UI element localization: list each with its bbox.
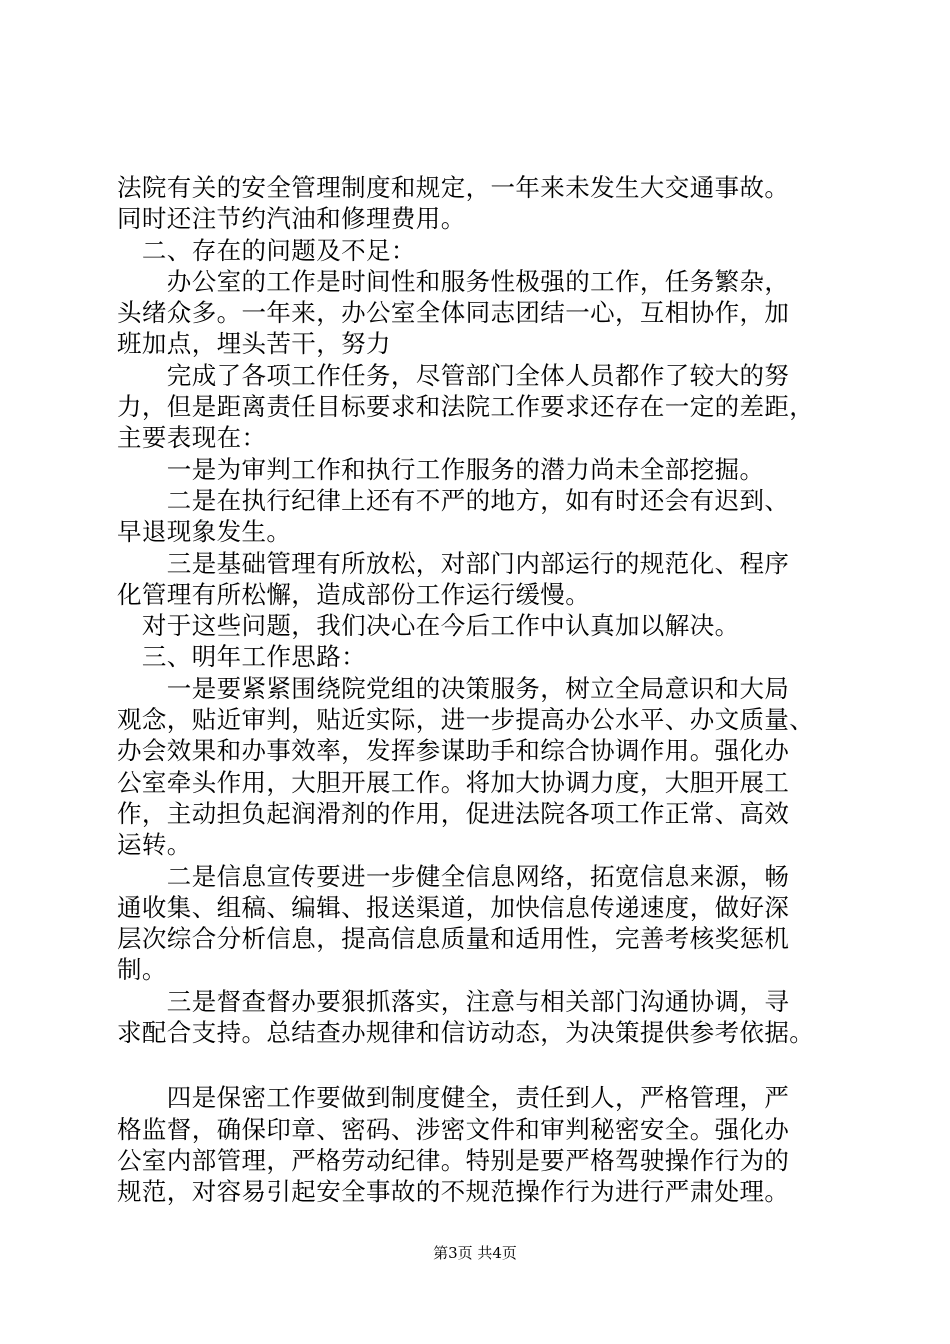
text-line: 班加点，埋头苦干，努力 [117, 329, 391, 359]
text-line: 三是督查督办要狠抓落实，注意与相关部门沟通协调，寻 [117, 986, 790, 1016]
text-line: 二是在执行纪律上还有不严的地方，如有时还会有迟到、 [117, 485, 790, 515]
text-line: 力，但是距离责任目标要求和法院工作要求还存在一定的差距， [117, 392, 815, 422]
text-line: 制。 [117, 955, 167, 985]
text-line: 层次综合分析信息，提高信息质量和适用性，完善考核奖惩机 [117, 924, 790, 954]
text-line: 一是要紧紧围绕院党组的决策服务，树立全局意识和大局 [117, 673, 790, 703]
text-line: 作，主动担负起润滑剂的作用，促进法院各项工作正常、高效 [117, 798, 790, 828]
text-line: 求配合支持。总结查办规律和信访动态，为决策提供参考依据。 [117, 1018, 815, 1048]
text-line: 化管理有所松懈，造成部份工作运行缓慢。 [117, 579, 591, 609]
text-line: 主要表现在： [117, 423, 267, 453]
text-line: 规范，对容易引起安全事故的不规范操作行为进行严肃处理。 [117, 1177, 790, 1207]
text-line: 早退现象发生。 [117, 517, 292, 547]
text-line: 运转。 [117, 830, 192, 860]
paragraph-gap [117, 1048, 842, 1082]
text-line: 观念，贴近审判，贴近实际，进一步提高办公水平、办文质量、 [117, 705, 815, 735]
text-line: 公室内部管理，严格劳动纪律。特别是要严格驾驶操作行为的 [117, 1145, 790, 1175]
page-footer [0, 1243, 950, 1263]
text-line: 一是为审判工作和执行工作服务的潜力尚未全部挖掘。 [117, 454, 765, 484]
text-line: 公室牵头作用，大胆开展工作。将加大协调力度，大胆开展工 [117, 767, 790, 797]
text-line: 四是保密工作要做到制度健全，责任到人，严格管理，严 [117, 1083, 790, 1113]
text-line: 头绪众多。一年来，办公室全体同志团结一心，互相协作，加 [117, 298, 790, 328]
text-line: 完成了各项工作任务，尽管部门全体人员都作了较大的努 [117, 360, 790, 390]
text-line: 同时还注节约汽油和修理费用。 [117, 204, 466, 234]
text-line: 法院有关的安全管理制度和规定，一年来未发生大交通事故。 [117, 173, 790, 202]
section-heading: 三、明年工作思路： [117, 642, 366, 672]
text-line: 通收集、组稿、编辑、报送渠道，加快信息传递速度，做好深 [117, 892, 790, 922]
section-heading: 二、存在的问题及不足： [117, 235, 416, 265]
text-line: 办会效果和办事效率，发挥参谋助手和综合协调作用。强化办 [117, 736, 790, 766]
text-line: 三是基础管理有所放松，对部门内部运行的规范化、程序 [117, 548, 790, 578]
text-line: 二是信息宣传要进一步健全信息网络，拓宽信息来源，畅 [117, 861, 790, 891]
text-line: 格监督，确保印章、密码、涉密文件和审判秘密安全。强化办 [117, 1114, 790, 1144]
document-body [117, 172, 842, 1208]
text-line: 办公室的工作是时间性和服务性极强的工作，任务繁杂， [117, 266, 790, 296]
text-line: 对于这些问题，我们决心在今后工作中认真加以解决。 [117, 611, 740, 641]
page-number-label: 第3页 共4页 [433, 1244, 517, 1262]
